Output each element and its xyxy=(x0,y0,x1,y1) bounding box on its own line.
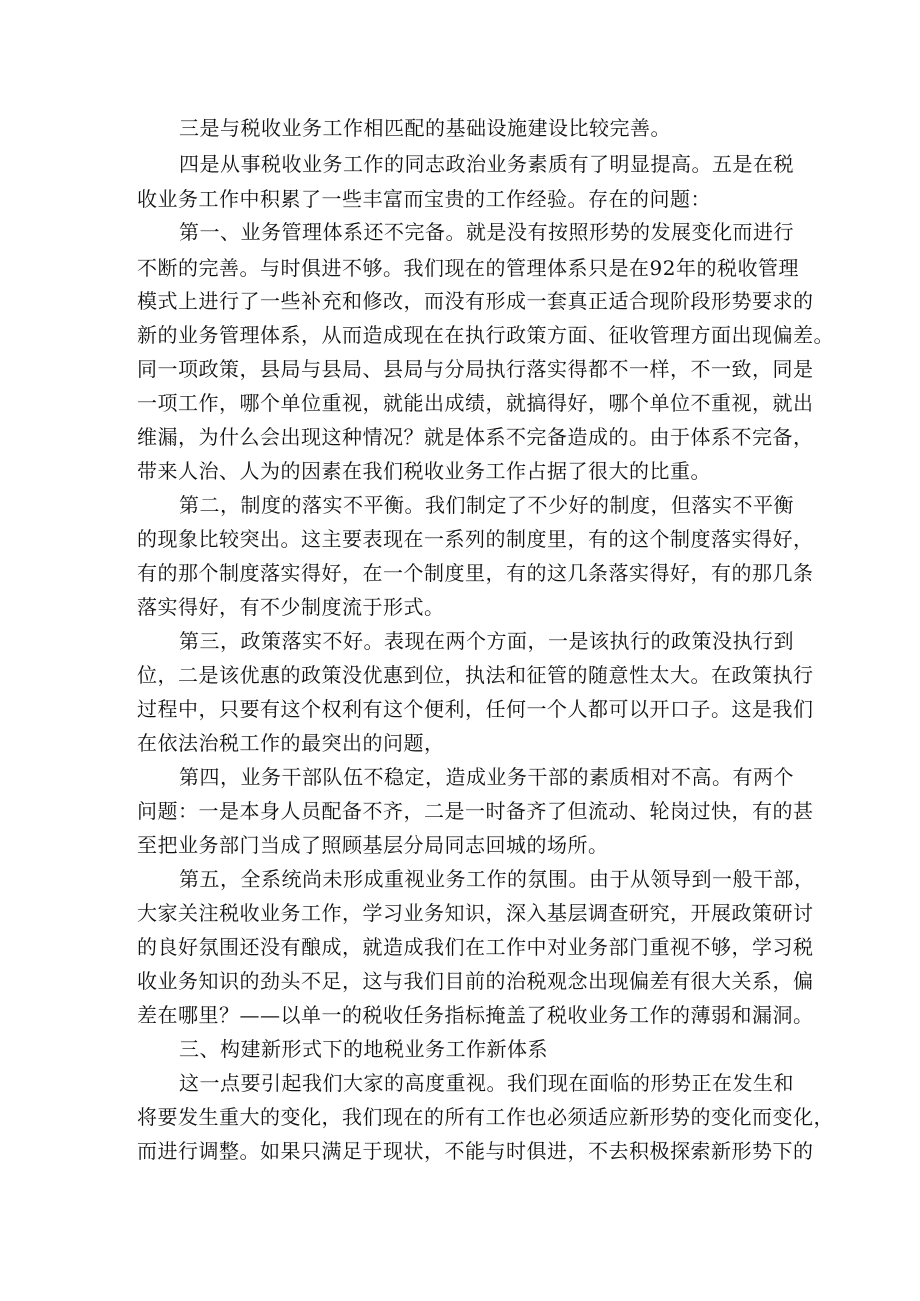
text-line: 第二，制度的落实不平衡。我们制定了不少好的制度，但落实不平衡 xyxy=(179,493,794,517)
text-line: 而进行调整。如果只满足于现状，不能与时俱进，不去积极探索新形势下的 xyxy=(137,1139,814,1163)
text-line: 收业务知识的劲头不足，这与我们目前的治税观念出现偏差有很大关系，偏 xyxy=(137,969,814,993)
text-line: 收业务工作中积累了一些丰富而宝贵的工作经验。存在的问题： xyxy=(137,187,711,211)
text-line: 第三，政策落实不好。表现在两个方面，一是该执行的政策没执行到 xyxy=(179,629,794,653)
text-line: 第一、业务管理体系还不完备。就是没有按照形势的发展变化而进行 xyxy=(179,220,794,244)
text-line: 这一点要引起我们大家的高度重视。我们现在面临的形势正在发生和 xyxy=(179,1071,794,1095)
text-line: 至把业务部门当成了照顾基层分局同志回城的场所。 xyxy=(137,833,609,857)
text-line: 大家关注税收业务工作，学习业务知识，深入基层调查研究，开展政策研讨 xyxy=(137,901,814,925)
text-line: 差在哪里？——以单一的税收任务指标掩盖了税收业务工作的薄弱和漏洞。 xyxy=(137,1003,814,1027)
text-line: 不断的完善。与时俱进不够。我们现在的管理体系只是在92年的税收管理 xyxy=(137,256,799,280)
text-line: 三是与税收业务工作相匹配的基础设施建设比较完善。 xyxy=(179,116,671,140)
text-line: 第五，全系统尚未形成重视业务工作的氛围。由于从领导到一般干部， xyxy=(179,867,815,891)
text-line: 过程中，只要有这个权利有这个便利，任何一个人都可以开口子。这是我们 xyxy=(137,697,814,721)
text-line: 的现象比较突出。这主要表现在一系列的制度里，有的这个制度落实得好， xyxy=(137,527,814,551)
text-line: 将要发生重大的变化，我们现在的所有工作也必须适应新形势的变化而变化， xyxy=(137,1105,834,1129)
text-line: 有的那个制度落实得好，在一个制度里，有的这几条落实得好，有的那几条 xyxy=(137,561,814,585)
text-line: 一项工作，哪个单位重视，就能出成绩，就搞得好，哪个单位不重视，就出 xyxy=(137,391,814,415)
text-line: 的良好氛围还没有酿成，就造成我们在工作中对业务部门重视不够，学习税 xyxy=(137,935,814,959)
text-line: 问题：一是本身人员配备不齐，二是一时备齐了但流动、轮岗过快，有的甚 xyxy=(137,799,814,823)
text-line: 位，二是该优惠的政策没优惠到位，执法和征管的随意性太大。在政策执行 xyxy=(137,663,814,687)
text-line: 四是从事税收业务工作的同志政治业务素质有了明显提高。五是在税 xyxy=(179,152,794,176)
text-line: 带来人治、人为的因素在我们税收业务工作占据了很大的比重。 xyxy=(137,459,711,483)
section-heading: 三、构建新形式下的地税业务工作新体系 xyxy=(179,1037,548,1061)
text-line: 落实得好，有不少制度流于形式。 xyxy=(137,595,445,619)
text-line: 在依法治税工作的最突出的问题， xyxy=(137,731,445,755)
text-line: 第四，业务干部队伍不稳定，造成业务干部的素质相对不高。有两个 xyxy=(179,765,794,789)
text-line: 新的业务管理体系，从而造成现在在执行政策方面、征收管理方面出现偏差。 xyxy=(137,323,834,347)
text-line: 维漏，为什么会出现这种情况？就是体系不完备造成的。由于体系不完备， xyxy=(137,425,814,449)
text-line: 模式上进行了一些补充和修改，而没有形成一套真正适合现阶段形势要求的 xyxy=(137,289,814,313)
text-line: 同一项政策，县局与县局、县局与分局执行落实得都不一样，不一致，同是 xyxy=(137,357,814,381)
